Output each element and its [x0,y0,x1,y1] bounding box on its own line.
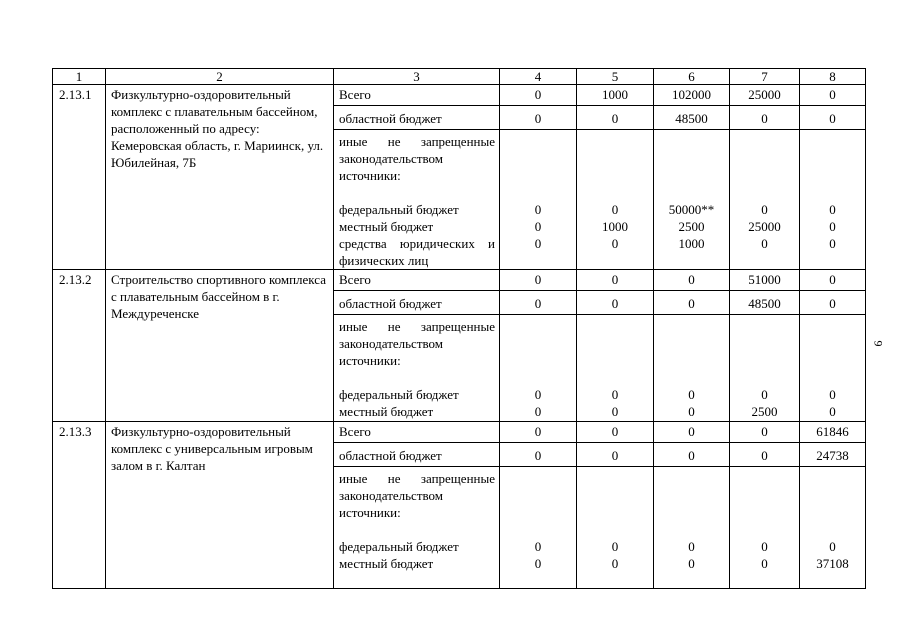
value-cell: 0 [611,387,619,402]
regional-label: областной бюджет [334,443,500,467]
header-col-4: 4 [500,69,577,85]
regional-label: областной бюджет [334,291,500,315]
value-cell: 0 [654,291,730,315]
source-label: местный бюджет [339,219,434,234]
header-col-7: 7 [730,69,800,85]
value-cell: 0 [688,556,695,571]
source-label: федеральный бюджет [339,387,459,402]
value-cell: 0 [611,404,619,419]
value-cell: 0 [800,270,866,291]
item-code: 2.13.2 [53,270,106,422]
value-cell: 0 [577,106,654,130]
item-name: Физкультурно-оздоровительный комплекс с универсальным игровым залом в г. Калтан [106,422,334,589]
value-cell: 37108 [816,556,849,571]
value-cell: 0 [654,270,730,291]
value-cell: 0 [500,270,577,291]
item-name: Физкультурно-оздоровительный комплекс с плавательным бассейном, расположенный по адресу: Кемеровская область, г. Мариинск, ул. Юбилейная, 7Б [106,85,334,270]
header-row [53,69,866,85]
header-col-5: 5 [577,69,654,85]
value-cell: 0 [500,106,577,130]
header-col-2: 2 [106,69,334,85]
table-row [53,422,866,443]
value-cell: 0 [534,236,542,251]
value-cell: 0 [829,202,836,217]
value-cell: 0 [761,387,768,402]
source-label: местный бюджет [339,556,434,571]
value-cell: 0 [829,404,836,419]
value-cell: 0 [654,443,730,467]
other-sources-label: иные не запрещенные законодательством источники: [339,471,495,520]
value-cell: 0 [577,443,654,467]
value-cell: 2500 [751,404,778,419]
header-col-8: 8 [800,69,866,85]
total-label: Всего [334,85,500,106]
item-code: 2.13.1 [53,85,106,270]
table-row [53,85,866,106]
value-cell: 0 [611,236,619,251]
value-cell: 48500 [654,106,730,130]
value-cell: 0 [611,556,619,571]
value-cell: 0 [654,422,730,443]
value-cell: 0 [829,387,836,402]
value-cell: 0 [534,404,542,419]
value-cell: 0 [829,219,836,234]
value-cell: 0 [761,236,768,251]
item-name: Строительство спортивного комплекса с плавательным бассейном в г. Междуреченске [106,270,334,422]
page-number: 9 [871,340,886,347]
value-cell: 0 [534,387,542,402]
value-cell: 0 [500,291,577,315]
value-cell: 0 [688,539,695,554]
value-cell: 0 [800,291,866,315]
value-cell: 0 [577,422,654,443]
source-label: федеральный бюджет [339,202,459,217]
total-label: Всего [334,422,500,443]
value-cell: 61846 [800,422,866,443]
value-cell: 0 [829,539,836,554]
source-label: средства юридических и физических лиц [339,236,495,268]
value-cell: 0 [534,202,542,217]
value-cell: 0 [611,202,619,217]
header-col-6: 6 [654,69,730,85]
value-cell: 0 [688,404,695,419]
value-cell: 0 [730,422,800,443]
value-cell: 0 [500,422,577,443]
value-cell: 0 [577,291,654,315]
header-col-1: 1 [53,69,106,85]
value-cell: 0 [800,106,866,130]
value-cell: 51000 [730,270,800,291]
value-cell: 0 [761,539,768,554]
other-sources-label: иные не запрещенные законодательством источники: [339,319,495,368]
other-sources-label: иные не запрещенные законодательством источники: [339,134,495,183]
value-cell: 0 [534,539,542,554]
value-cell: 0 [730,106,800,130]
value-cell: 1000 [577,85,654,106]
total-label: Всего [334,270,500,291]
value-cell: 50000** [668,202,715,217]
value-cell: 0 [688,387,695,402]
value-cell: 48500 [730,291,800,315]
funding-table [52,68,866,589]
table-row [53,270,866,291]
value-cell: 0 [730,443,800,467]
value-cell: 25000 [748,219,781,234]
value-cell: 25000 [730,85,800,106]
source-label: местный бюджет [339,404,434,419]
header-col-3: 3 [334,69,500,85]
value-cell: 102000 [654,85,730,106]
value-cell: 0 [500,443,577,467]
value-cell: 1000 [678,236,705,251]
value-cell: 0 [500,85,577,106]
source-label: федеральный бюджет [339,539,459,554]
value-cell: 0 [761,556,768,571]
value-cell: 0 [829,236,836,251]
value-cell: 0 [800,85,866,106]
value-cell: 0 [534,219,542,234]
value-cell: 0 [761,202,768,217]
value-cell: 24738 [800,443,866,467]
value-cell: 0 [534,556,542,571]
regional-label: областной бюджет [334,106,500,130]
value-cell: 0 [577,270,654,291]
value-cell: 2500 [678,219,705,234]
value-cell: 1000 [602,219,628,234]
item-code: 2.13.3 [53,422,106,589]
value-cell: 0 [611,539,619,554]
